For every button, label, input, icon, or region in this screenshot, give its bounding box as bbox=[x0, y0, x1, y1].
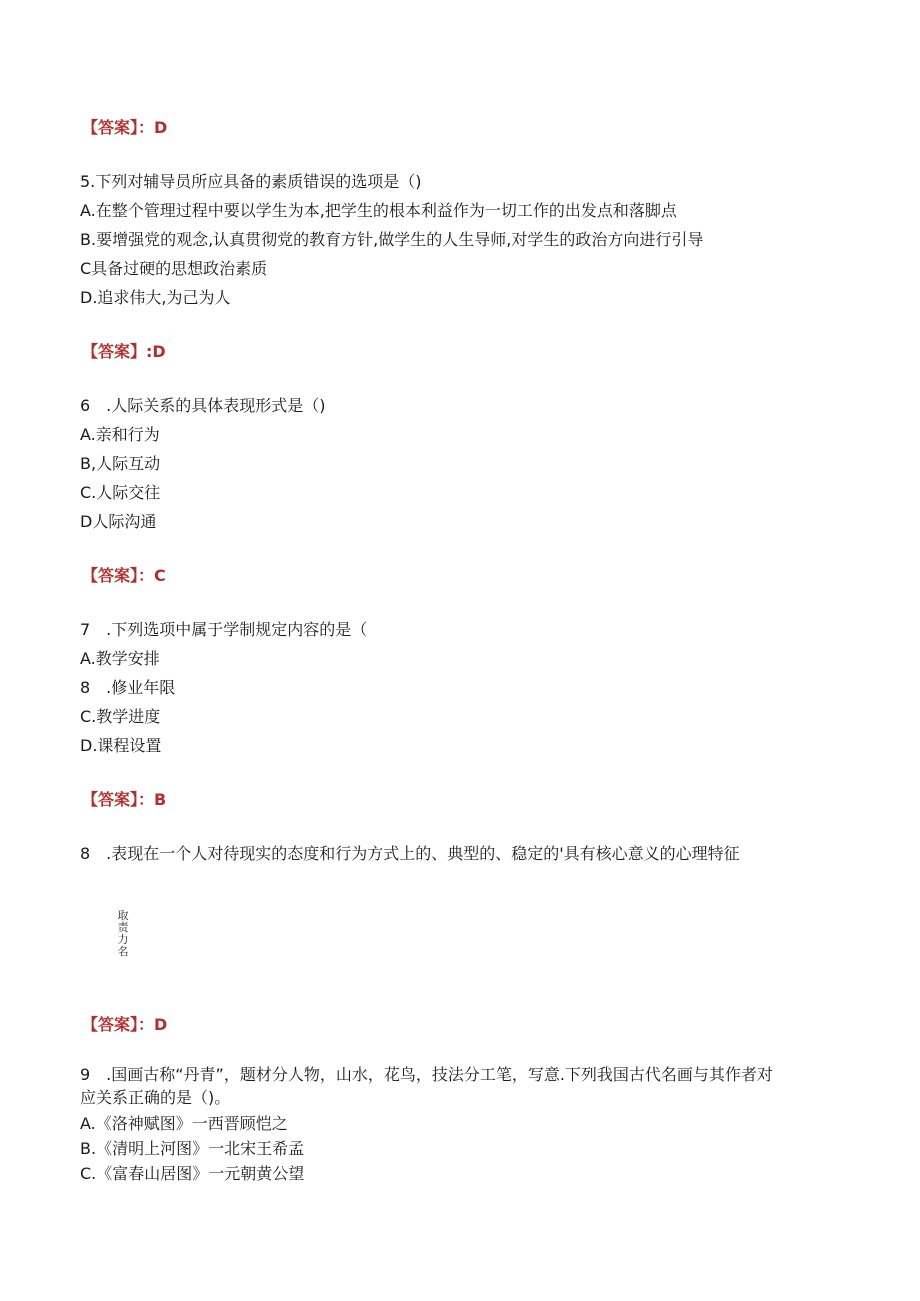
answer-label: 【答案】： bbox=[82, 118, 155, 137]
q5-option-d: D.追求伟大,为己为人 bbox=[80, 288, 231, 307]
q7-option-a: A.教学安排 bbox=[80, 649, 160, 668]
answer-line bbox=[82, 117, 167, 139]
question-8: 8 .表现在一个人对待现实的态度和行为方式上的、典型的、稳定的'具有核心意义的心理特征 bbox=[80, 844, 740, 863]
q9-option-c: C.《富春山居图》一元朝黄公望 bbox=[80, 1164, 305, 1183]
q6-option-b: B,人际互动 bbox=[80, 454, 161, 473]
q6-option-d: D人际沟通 bbox=[80, 512, 157, 531]
q6-option-c: C.人际交往 bbox=[80, 483, 161, 502]
answer-value: D bbox=[154, 1015, 168, 1034]
answer-label: 【答案】： bbox=[82, 1015, 155, 1034]
q6-answer-line bbox=[82, 565, 166, 587]
question-6: 6 .人际关系的具体表现形式是（) bbox=[80, 396, 326, 415]
q7-option-b: 8 .修业年限 bbox=[80, 678, 176, 697]
vertical-char: 力 bbox=[117, 933, 129, 946]
q9-option-b: B.《清明上河图》一北宋王希孟 bbox=[80, 1139, 305, 1158]
answer-label: 【答案】： bbox=[82, 790, 155, 809]
answer-label: 【答案】： bbox=[82, 566, 155, 585]
q5-option-a: A.在整个管理过程中要以学生为本,把学生的根本利益作为一切工作的出发点和落脚点 bbox=[80, 201, 677, 220]
answer-label: 【答案】 bbox=[82, 342, 147, 361]
question-7: 7 .下列选项中属于学制规定内容的是（ bbox=[80, 620, 368, 639]
vertical-char: 取 bbox=[117, 909, 129, 922]
q6-option-a: A.亲和行为 bbox=[80, 425, 160, 444]
q7-option-c: C.教学进度 bbox=[80, 707, 161, 726]
question-9-line-2: 应关系正确的是（)。 bbox=[80, 1088, 231, 1107]
answer-value: B bbox=[154, 790, 167, 809]
answer-value: :D bbox=[146, 342, 166, 361]
question-9-line-1: 9 .国画古称“丹青”，题材分人物，山水，花鸟，技法分工笔，写意.下列我国古代名画与其作者对 bbox=[80, 1065, 773, 1084]
q7-option-d: D.课程设置 bbox=[80, 736, 162, 755]
answer-value: C bbox=[154, 566, 166, 585]
q7-answer-line bbox=[82, 789, 166, 811]
q5-answer-line bbox=[82, 341, 166, 363]
vertical-char: 名 bbox=[117, 945, 129, 958]
vertical-char: 责 bbox=[117, 921, 129, 934]
vertical-text-fragment bbox=[116, 910, 130, 958]
answer-value: D bbox=[154, 118, 168, 137]
question-5: 5.下列对辅导员所应具备的素质错误的选项是（) bbox=[80, 172, 422, 191]
q8-answer-line bbox=[82, 1014, 167, 1036]
q9-option-a: A.《洛神赋图》一西晋顾恺之 bbox=[80, 1114, 288, 1133]
q5-option-c: C具备过硬的思想政治素质 bbox=[80, 259, 268, 278]
q5-option-b: B.要增强党的观念,认真贯彻党的教育方针,做学生的人生导师,对学生的政治方向进行引导 bbox=[80, 230, 704, 249]
